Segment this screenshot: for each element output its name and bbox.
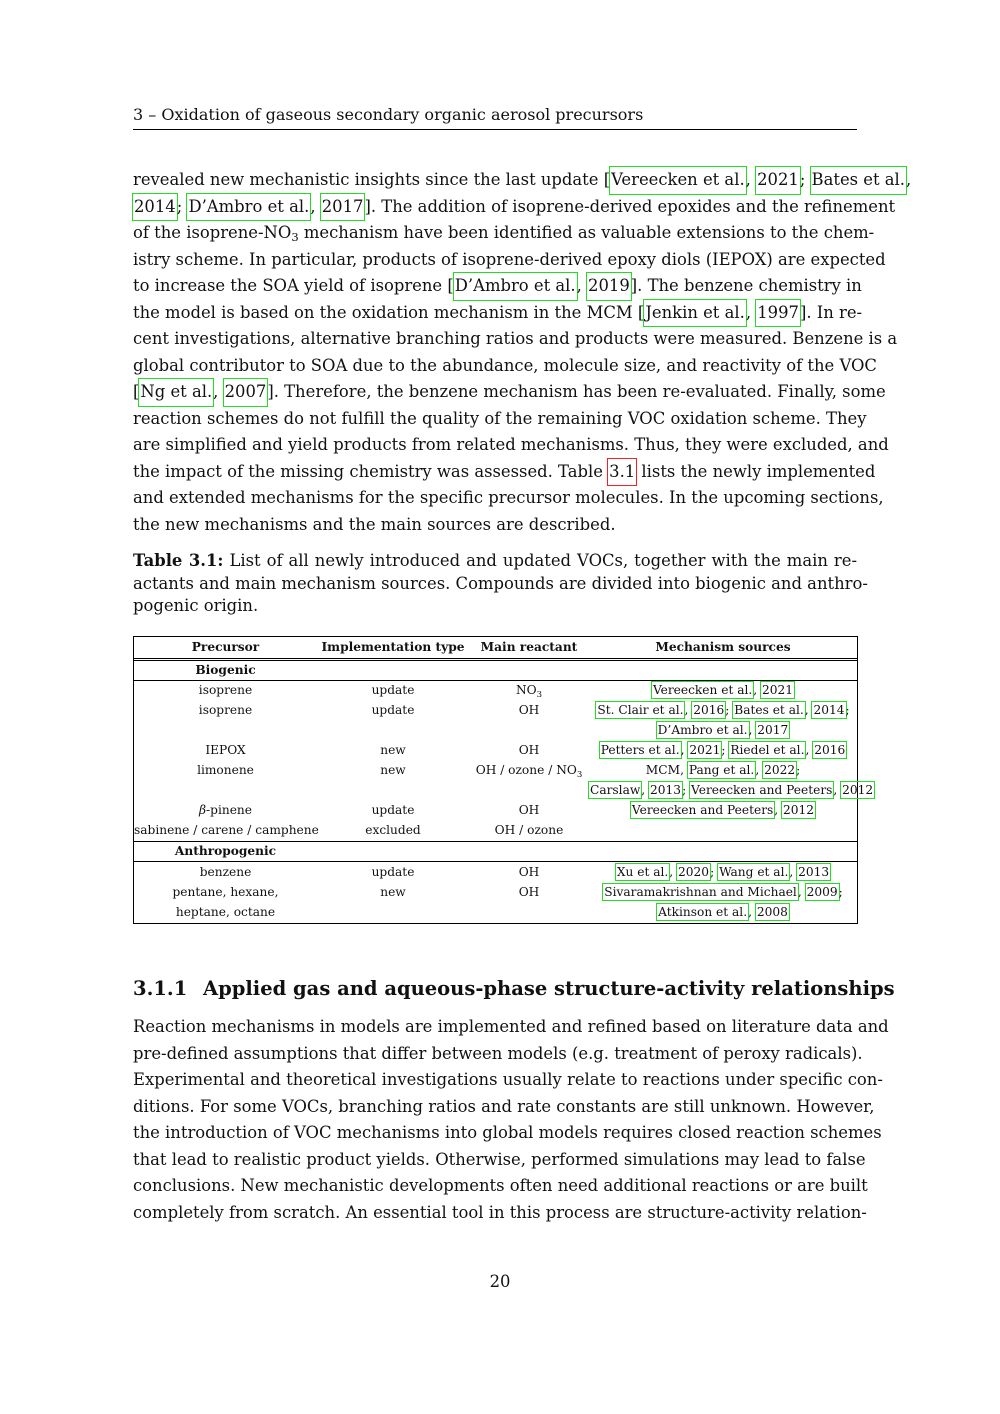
citation-link[interactable]: Jenkin et al. (644, 300, 746, 327)
para2-line-7: conclusions. New mechanistic developments often need additional reactions or are built (133, 1176, 868, 1195)
table-row: isoprene update OH St. Clair et al., 2016; Bates et al., 2014; (198, 703, 850, 717)
citation-link[interactable]: Sivaramakrishnan and Michael (604, 885, 797, 899)
citation-link[interactable]: 2014 (813, 703, 845, 717)
citation-link[interactable]: Vereecken and Peeters (691, 783, 833, 797)
citation-link[interactable]: Vereecken et al. (652, 683, 753, 697)
para1-line-2: 2014; D’Ambro et al., 2017]. The addition of isoprene-derived epoxides and the refinement (133, 194, 857, 221)
citation-link[interactable]: 2008 (756, 905, 788, 919)
citation-link[interactable]: 2021 (756, 167, 800, 194)
citation-link[interactable]: Riedel et al. (730, 743, 805, 757)
citation-link[interactable]: 2016 (693, 703, 725, 717)
table-row: D’Ambro et al., 2017 (657, 723, 789, 737)
para1-line-7: cent investigations, alternative branching ratios and products were measured. Benzene is a (133, 329, 898, 348)
para1-line-4: istry scheme. In particular, products of isoprene-derived epoxy diols (IEPOX) are expected (133, 249, 886, 269)
citation-link[interactable]: 2022 (764, 763, 796, 777)
para1-line-8: global contributor to SOA due to the abundance, molecule size, and reactivity of the VOC (133, 355, 877, 375)
citation-link[interactable]: Pang et al. (688, 763, 755, 777)
citation-link[interactable]: 2017 (321, 194, 365, 221)
section-number: 3.1.1 (133, 977, 188, 1000)
para1-line-1: revealed new mechanistic insights since the last update [Vereecken et al., 2021; Bates et al., (133, 167, 857, 194)
para2-line-1: Reaction mechanisms in models are implemented and refined based on literature data and (133, 1017, 889, 1036)
para2-line-4: ditions. For some VOCs, branching ratios and rate constants are still unknown. However, (133, 1096, 875, 1116)
caption-label: Table 3.1: (133, 551, 224, 570)
table-row: benzene update OH Xu et al., 2020; Wang et al., 2013 (199, 865, 830, 879)
citation-link[interactable]: 2007 (224, 379, 268, 406)
para2-line-3: Experimental and theoretical investigations usually relate to reactions under specific con- (133, 1070, 883, 1089)
table-row: β-pinene update OH Vereecken and Peeters, 2012 (199, 803, 815, 817)
citation-link[interactable]: Petters et al. (600, 743, 680, 757)
table-row: isoprene update $NO_3$ Vereecken et al., 2021 (198, 683, 794, 700)
header-main-reactant: Main reactant (480, 640, 578, 654)
mechanism-table (133, 636, 874, 924)
table-row: pentane, hexane, new OH Sivaramakrishnan and Michael, 2009; (172, 885, 843, 899)
group-label-biogenic: Biogenic (195, 663, 256, 677)
citation-link[interactable]: 2012 (842, 783, 874, 797)
para1-line-5: to increase the SOA yield of isoprene [D’Ambro et al., 2019]. The benzene chemistry in (133, 273, 857, 300)
citation-link[interactable]: D’Ambro et al. (454, 273, 577, 300)
citation-link[interactable]: Atkinson et al. (658, 905, 748, 919)
citation-link[interactable]: 2016 (814, 743, 846, 757)
section-title: Applied gas and aqueous-phase structure-activity relationships (203, 977, 895, 1000)
header-mechanism-sources: Mechanism sources (655, 640, 791, 654)
citation-link[interactable]: Bates et al. (811, 167, 906, 194)
citation-link[interactable]: Bates et al. (734, 703, 804, 717)
citation-link[interactable]: 2020 (678, 865, 710, 879)
para1-line-6: the model is based on the oxidation mechanism in the MCM [Jenkin et al., 1997]. In re- (133, 300, 857, 327)
citation-link[interactable]: Wang et al. (719, 865, 789, 879)
header-implementation-type: Implementation type (321, 640, 465, 654)
running-head: 3 – Oxidation of gaseous secondary organic aerosol precursors (133, 104, 857, 130)
header-precursor: Precursor (191, 640, 260, 654)
citation-link[interactable]: D’Ambro et al. (187, 194, 310, 221)
citation-link[interactable]: 2019 (587, 273, 631, 300)
citation-link[interactable]: Ng et al. (139, 379, 213, 406)
citation-link[interactable]: 2013 (650, 783, 682, 797)
para1-line-10: reaction schemes do not fulfill the quality of the remaining VOC oxidation scheme. They (133, 408, 867, 428)
citation-link[interactable]: 2017 (757, 723, 789, 737)
citation-link[interactable]: Carslaw (590, 783, 641, 797)
citation-link[interactable]: 2012 (783, 803, 815, 817)
citation-link[interactable]: 2013 (798, 865, 830, 879)
citation-link[interactable]: 1997 (756, 300, 800, 327)
citation-link[interactable]: St. Clair et al. (597, 703, 684, 717)
citation-link[interactable]: Vereecken and Peeters (631, 803, 774, 817)
para1-line-9: [Ng et al., 2007]. Therefore, the benzene mechanism has been re-evaluated. Finally, some (133, 379, 857, 406)
citation-link[interactable]: 2014 (133, 194, 177, 221)
table-header-row (134, 637, 857, 657)
citation-link[interactable]: 2009 (806, 885, 838, 899)
citation-link[interactable]: Vereecken et al. (610, 167, 746, 194)
table-row: limonene new OH / ozone / $NO_3$ MCM, Pang et al., 2022; (197, 763, 801, 780)
para1-line-12: the impact of the missing chemistry was assessed. Table 3.1 lists the newly implemented (133, 459, 857, 486)
para1-line-3: of the isoprene-$NO_3$ mechanism have been identified as valuable extensions to the chem- (133, 223, 875, 244)
para2-line-6: that lead to realistic product yields. Otherwise, performed simulations may lead to false (133, 1149, 866, 1169)
table-row: Carslaw, 2013; Vereecken and Peeters, 2012 (590, 783, 874, 797)
citation-link[interactable]: 2021 (762, 683, 794, 697)
para2-line-5: the introduction of VOC mechanisms into global models requires closed reaction schemes (133, 1123, 882, 1142)
para2-line-8: completely from scratch. An essential tool in this process are structure-activity relation- (133, 1202, 867, 1222)
section-heading (133, 976, 895, 1002)
citation-link[interactable]: Xu et al. (616, 865, 669, 879)
table-row: IEPOX new OH Petters et al., 2021; Riedel et al., 2016 (205, 743, 846, 757)
para1-line-14: the new mechanisms and the main sources are described. (133, 514, 616, 534)
table-caption: Table 3.1: List of all newly introduced and updated VOCs, together with the main re- actants and main mechanism sources. Compounds are divided into biogenic and anthro- pogenic origin. (133, 551, 868, 615)
table-row: heptane, octane Atkinson et al., 2008 (175, 905, 788, 919)
para1-line-13: and extended mechanisms for the specific precursor molecules. In the upcoming sections, (133, 488, 884, 507)
para1-line-11: are simplified and yield products from related mechanisms. Thus, they were excluded, and (133, 435, 889, 454)
table-rule (134, 658, 857, 659)
para2-line-2: pre-defined assumptions that differ between models (e.g. treatment of peroxy radicals). (133, 1043, 863, 1063)
group-label-anthropogenic: Anthropogenic (174, 844, 277, 858)
citation-link[interactable]: 2021 (689, 743, 721, 757)
table-reference-link[interactable]: 3.1 (608, 459, 636, 486)
table-row: sabinene / carene / camphene excluded OH / ozone (134, 823, 564, 837)
page-number: 20 (489, 1272, 511, 1291)
citation-link[interactable]: D’Ambro et al. (657, 723, 748, 737)
